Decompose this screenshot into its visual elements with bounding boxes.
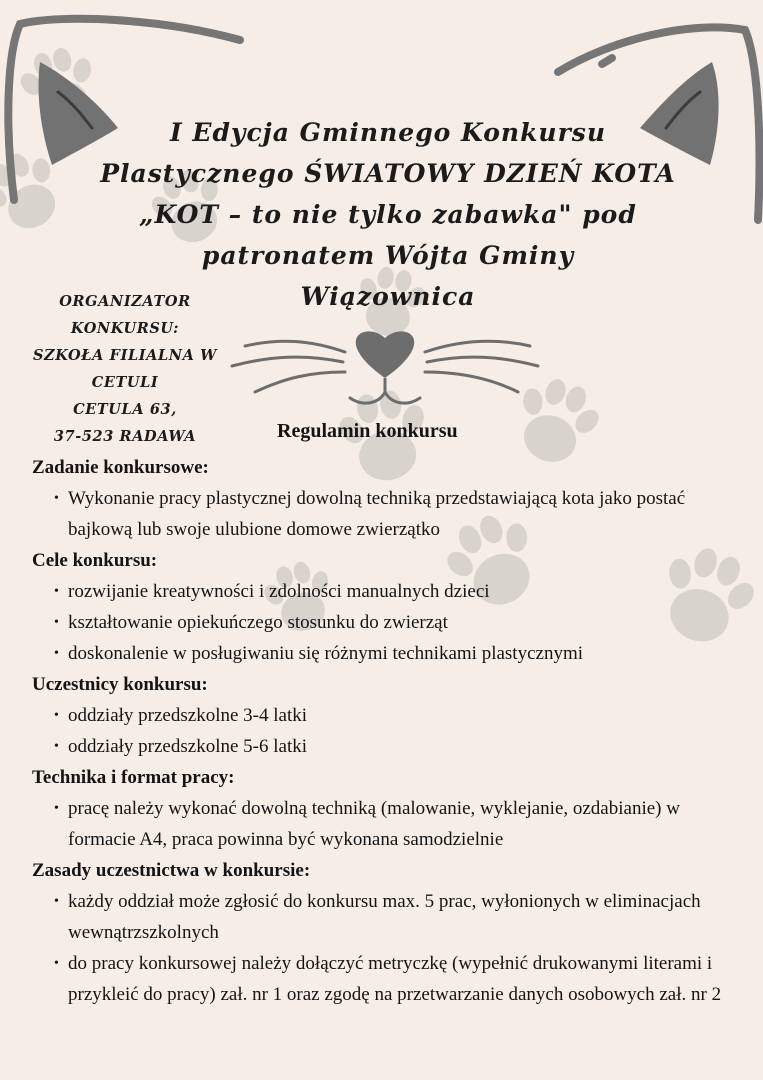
list-item: • rozwijanie kreatywności i zdolności manualnych dzieci	[32, 576, 737, 607]
title-line: patronatem Wójta Gminy	[201, 241, 575, 270]
list-item: • oddziały przedszkolne 5-6 latki	[32, 731, 737, 762]
list-item: • do pracy konkursowej należy dołączyć metryczkę (wypełnić drukowanymi literami i przykleić do pracy) zał. nr 1 oraz zgodę na przetwarzanie danych osobowych zał. nr 2	[32, 948, 737, 1010]
title-line: I Edycja Gminnego Konkursu	[170, 118, 606, 147]
section-heading-participants: Uczestnicy konkursu:	[32, 674, 208, 695]
title-line: Plastycznego ŚWIATOWY DZIEŃ KOTA	[100, 159, 676, 188]
task-list	[32, 483, 737, 545]
section-heading-technique: Technika i format pracy:	[32, 767, 235, 788]
list-item: • Wykonanie pracy plastycznej dowolną techniką przedstawiającą kota jako postać bajkową lub swoje ulubione domowe zwierzątko	[32, 483, 737, 545]
organizer-line: CETULA 63,	[73, 401, 177, 418]
section-heading-goals: Cele konkursu:	[32, 550, 158, 571]
contest-title	[60, 112, 716, 317]
list-item: • każdy oddział może zgłosić do konkursu max. 5 prac, wyłonionych w eliminacjach wewnątrzszkolnych	[32, 886, 737, 948]
organizer-line: 37-523 RADAWA	[53, 428, 197, 445]
organizer-line: SZKOŁA FILIALNA W	[32, 347, 218, 364]
section-heading-task: Zadanie konkursowe:	[32, 457, 209, 478]
participants-list	[32, 700, 737, 762]
list-item: • kształtowanie opiekuńczego stosunku do zwierząt	[32, 607, 737, 638]
organizer-line: CETULI	[91, 374, 159, 391]
title-line: „KOT – to nie tylko zabawka" pod	[139, 200, 637, 229]
list-item: • pracę należy wykonać dowolną techniką (malowanie, wyklejanie, ozdabianie) w formacie A4, praca powinna być wykonana samodzielnie	[32, 793, 737, 855]
list-item: • doskonalenie w posługiwaniu się różnymi technikami plastycznymi	[32, 638, 737, 669]
rules-content	[32, 452, 737, 1010]
section-heading-rules: Zasady uczestnictwa w konkursie:	[32, 860, 311, 881]
cat-face-icon	[232, 331, 538, 403]
organizer-block	[10, 288, 240, 450]
organizer-line: KONKURSU:	[70, 320, 180, 337]
regulamin-heading: Regulamin konkursu	[277, 420, 458, 442]
organizer-line: ORGANIZATOR	[59, 293, 191, 310]
rules-list	[32, 886, 737, 1010]
goals-list	[32, 576, 737, 669]
list-item: • oddziały przedszkolne 3-4 latki	[32, 700, 737, 731]
technique-list	[32, 793, 737, 855]
title-line: Wiązownica	[300, 282, 476, 311]
